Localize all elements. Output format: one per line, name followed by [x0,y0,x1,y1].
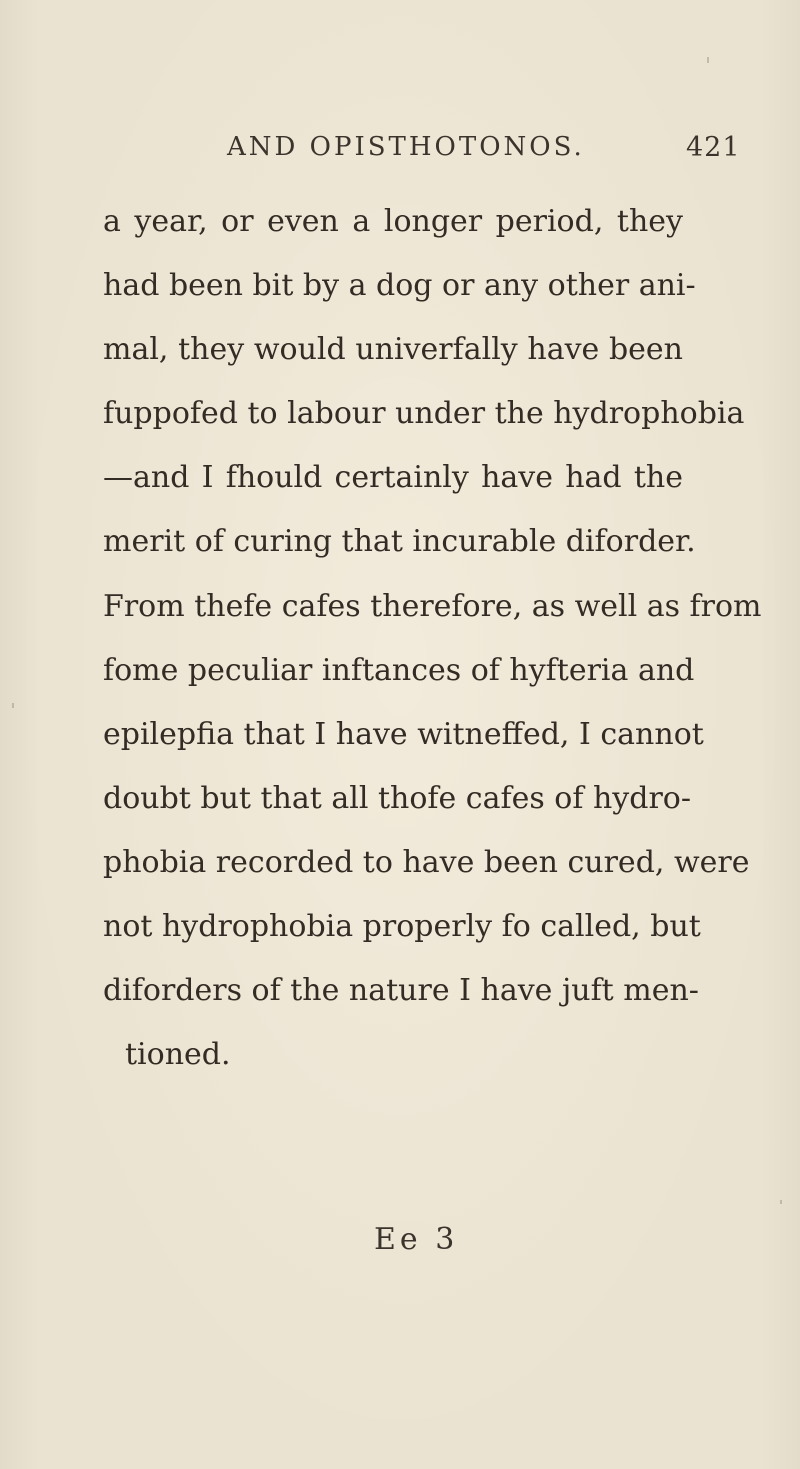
text-line: not hydrophobia properly fo called, but [103,909,701,945]
running-head [0,132,800,172]
body-text [103,190,762,1087]
signature-mark: Ee 3 [374,1222,459,1257]
text-line: a year, or even a longer period, they [103,204,683,239]
text-line: From thefe cafes therefore, as well as from [103,588,762,624]
text-line: merit of curing that incurable diforder. [103,524,696,560]
text-line: doubt but that all thofe cafes of hydro- [103,780,691,816]
running-head-title: AND OPISTHOTONOS. [227,132,585,162]
text-line: epilepfia that I have witneffed, I cannot [103,716,704,752]
text-line-last: tioned. [125,1037,231,1073]
text-line: —and I fhould certainly have had the [103,460,683,496]
text-line: mal, they would univerfally have been [103,332,683,368]
text-line: phobia recorded to have been cured, were [103,844,750,880]
page-speck [12,703,14,708]
page-speck [780,1200,782,1204]
text-line: fome peculiar inftances of hyfteria and [103,652,695,688]
page-number: 421 [686,132,741,163]
page-speck [707,57,709,63]
text-line: fuppofed to labour under the hydrophobia [103,396,745,432]
text-line: had been bit by a dog or any other ani- [103,268,696,304]
text-line: diforders of the nature I have juft men- [103,973,699,1009]
